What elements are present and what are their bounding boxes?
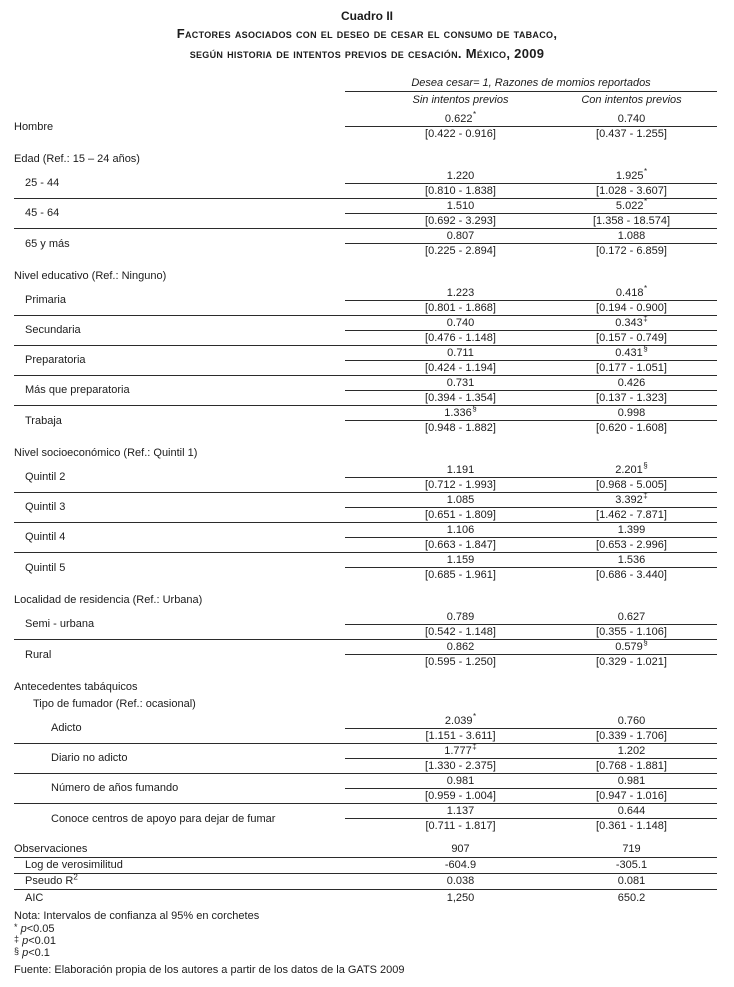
ci-line [345,655,717,670]
estimate-line [345,553,717,568]
row-values [345,346,717,375]
stat-label: AIC [25,891,44,904]
significance-mark: ‡ [643,491,648,501]
section-row: Nivel socioeconómico (Ref.: Quintil 1) [14,446,198,459]
ci-cell-con: [0.968 - 5.005] [596,479,667,491]
stat-value-con: 0.081 [617,875,646,887]
section-row: Tipo de fumador (Ref.: ocasional) [33,697,196,710]
row-values [345,610,717,639]
table-row [14,714,717,744]
estimate-cell-con: 3.392‡ [615,491,648,506]
row-values [345,286,717,315]
row-values [345,714,717,743]
ci-cell-sin: [0.651 - 1.809] [425,509,496,521]
ci-cell-con: [0.137 - 1.323] [596,392,667,404]
row-values [345,316,717,345]
estimate-cell-sin: 0.981 [446,774,475,787]
estimate-line [345,523,717,538]
table-row [14,463,717,493]
estimate-line [345,229,717,244]
table-title-line1: Factores asociados con el deseo de cesar el consumo de tabaco, [176,26,558,41]
row-values [345,229,717,259]
stat-values [345,892,717,904]
ci-cell-sin: [0.810 - 1.838] [425,185,496,197]
ci-cell-sin: [0.692 - 3.293] [425,215,496,227]
row-values [345,744,717,773]
marker-p: p [17,922,27,935]
ci-cell-sin: [0.959 - 1.004] [425,790,496,802]
ci-cell-sin: [0.712 - 1.993] [425,479,496,491]
ci-line [345,478,717,493]
ci-line [345,625,717,640]
marker-symbol: ‡ [14,933,20,944]
table-title-line2: según historia de intentos previos de cesación. México, 2009 [189,46,545,61]
estimate-line [345,199,717,214]
table-row [14,316,717,346]
marker-p: p [19,946,29,959]
stat-row [14,890,717,906]
stat-values [345,843,717,855]
ci-cell-sin: [0.225 - 2.894] [425,245,496,257]
ci-line [345,508,717,523]
ci-cell-sin: [0.595 - 1.250] [425,656,496,668]
column-header-con: Con intentos previos [581,93,682,106]
estimate-cell-sin: 1.336§ [444,404,477,419]
estimate-line [345,286,717,301]
table-row [14,610,717,640]
significance-mark: ‡ [643,314,648,324]
ci-cell-con: [0.329 - 1.021] [596,656,667,668]
row-label: Trabaja [25,414,62,427]
stat-label: Log de verosimilitud [25,859,123,871]
stat-value-con: -305.1 [615,859,648,871]
stat-value-con: 719 [622,843,641,855]
estimate-cell-con: 0.418* [615,284,648,299]
estimate-cell-sin: 0.807 [446,229,475,242]
source-text: Fuente: Elaboración propia de los autores a partir de los datos de la GATS 2009 [14,963,405,976]
ci-line [345,538,717,553]
ci-cell-con: [0.339 - 1.706] [596,730,667,742]
section-row: Antecedentes tabáquicos [14,680,138,693]
ci-line [345,214,717,229]
ci-line [345,568,717,583]
row-values [345,640,717,670]
model-stats [14,842,717,906]
significance-mark: * [472,712,477,722]
ci-cell-con: [0.194 - 0.900] [596,302,667,314]
table-row [14,406,717,436]
stat-row [14,842,717,858]
ci-cell-con: [1.358 - 18.574] [592,215,671,227]
significance-mark: * [643,197,648,207]
row-values [345,553,717,583]
row-label: Quintil 5 [25,561,66,574]
estimate-cell-sin: 1.220 [446,169,475,182]
estimate-cell-sin: 0.622* [444,110,477,125]
row-values [345,463,717,492]
ci-line [345,301,717,316]
row-label: 25 - 44 [25,177,60,189]
ci-cell-sin: [0.542 - 1.148] [425,626,496,638]
estimate-line [345,112,717,127]
row-label: 45 - 64 [25,207,60,219]
table-row [14,523,717,553]
table-row [14,286,717,316]
ci-line [345,789,717,804]
row-label: Hombre [14,120,54,133]
estimate-cell-con: 0.644 [617,804,646,817]
estimate-cell-con: 1.202 [617,744,646,757]
table-row [14,112,717,142]
row-values [345,804,717,834]
row-label: 65 y más [25,237,70,250]
table-row [14,376,717,406]
estimate-line [345,463,717,478]
note-text: Nota: Intervalos de confianza al 95% en corchetes [14,909,260,922]
significance-mark: § [643,638,648,648]
ci-cell-sin: [0.801 - 1.868] [425,302,496,314]
table-row [14,804,717,834]
row-label: Preparatoria [25,354,86,366]
ci-line [345,421,717,436]
ci-cell-sin: [1.330 - 2.375] [425,760,496,772]
ci-cell-con: [1.028 - 3.607] [596,185,667,197]
estimate-cell-con: 1.399 [617,523,646,536]
stat-value-sin: 907 [451,843,470,855]
estimate-cell-sin: 0.789 [446,610,475,623]
stat-value-con: 650.2 [617,891,646,904]
estimate-cell-con: 1.925* [615,167,648,182]
ci-cell-sin: [0.422 - 0.916] [425,128,496,140]
estimate-cell-con: 0.343‡ [615,314,648,329]
estimate-cell-con: 0.998 [617,406,646,419]
ci-line [345,729,717,744]
table-header [345,76,717,108]
row-label: Rural [25,648,52,661]
estimate-cell-sin: 0.711 [447,346,474,359]
estimate-line [345,376,717,391]
estimate-cell-con: 1.088 [617,229,646,242]
significance-marker: ‡ p<0.01 [14,933,57,947]
significance-mark: * [643,284,648,294]
stat-value-sin: 0.038 [446,875,475,887]
estimate-line [345,610,717,625]
estimate-cell-sin: 0.740 [446,316,475,329]
ci-cell-con: [0.768 - 1.881] [596,760,667,772]
table-row [14,553,717,583]
row-label: Quintil 2 [25,471,66,483]
ci-cell-con: [1.462 - 7.871] [596,509,667,521]
row-label: Quintil 3 [25,501,66,513]
estimate-cell-sin: 1.191 [446,463,475,476]
stat-label: Pseudo $R^2$ [25,872,78,887]
row-label: Primaria [25,294,66,306]
estimate-line [345,346,717,361]
table-row [14,774,717,804]
ci-cell-sin: [0.394 - 1.354] [425,392,496,404]
ci-cell-con: [0.947 - 1.016] [596,790,667,802]
table-row [14,640,717,670]
table-rows [14,108,717,834]
ci-cell-con: [0.361 - 1.148] [596,820,667,832]
table-row [14,169,717,199]
estimate-line [345,493,717,508]
estimate-cell-sin: 1.085 [446,493,475,506]
marker-p: p [19,934,29,947]
row-label: Número de años fumando [51,782,179,794]
ci-cell-con: [0.177 - 1.051] [596,362,667,374]
row-label: Secundaria [25,324,81,336]
estimate-cell-sin: 2.039* [444,712,477,727]
results-table [14,76,717,977]
ci-line [345,331,717,346]
column-header-sin: Sin intentos previos [412,93,509,106]
estimate-cell-sin: 1.510 [446,199,475,212]
ci-cell-sin: [0.711 - 1.817] [425,820,496,832]
ci-cell-con: [0.157 - 0.749] [596,332,667,344]
estimate-cell-sin: 1.223 [446,286,475,299]
ci-cell-con: [0.437 - 1.255] [596,128,667,140]
estimate-line [345,169,717,184]
estimate-line [345,406,717,421]
stat-row [14,874,717,890]
estimate-cell-con: 0.579§ [615,638,648,653]
estimate-cell-con: 0.740 [617,112,646,125]
table-title-block [0,9,734,64]
ci-line [345,244,717,259]
estimate-cell-con: 5.022* [615,197,648,212]
stat-label: Observaciones [14,843,88,855]
estimate-cell-con: 0.431§ [615,344,648,359]
ci-cell-sin: [1.151 - 3.611] [425,730,496,742]
section-row: Localidad de residencia (Ref.: Urbana) [14,593,203,606]
estimate-cell-con: 2.201§ [615,461,648,476]
row-label: Quintil 4 [25,531,66,543]
row-label: Conoce centros de apoyo para dejar de fumar [51,812,276,825]
table-row [14,346,717,376]
ci-cell-sin: [0.948 - 1.882] [425,422,496,434]
table-row [14,229,717,259]
stat-values [345,875,717,887]
table-number: Cuadro II [340,9,393,23]
row-values [345,523,717,552]
estimate-cell-sin: 1.777‡ [444,742,477,757]
section-row: Edad (Ref.: 15 – 24 años) [14,152,140,165]
ci-cell-con: [0.355 - 1.106] [596,626,667,638]
estimate-line [345,804,717,819]
ci-line [345,759,717,774]
table-row [14,199,717,229]
ci-line [345,361,717,376]
row-label: Más que preparatoria [25,384,130,396]
ci-cell-con: [0.172 - 6.859] [596,245,667,257]
row-values [345,199,717,228]
stat-values [345,859,717,871]
ci-cell-sin: [0.685 - 1.961] [425,569,496,581]
estimate-cell-sin: 0.862 [446,640,475,653]
stat-value-sin: 1,250 [446,891,475,904]
row-values [345,406,717,436]
estimate-line [345,714,717,729]
ci-cell-sin: [0.663 - 1.847] [425,539,496,551]
row-label: Diario no adicto [51,752,128,764]
significance-mark: § [643,344,648,354]
estimate-line [345,316,717,331]
estimate-cell-con: 0.760 [617,714,646,727]
estimate-line [345,774,717,789]
significance-mark: * [472,110,477,120]
ci-line [345,184,717,199]
column-headers [345,92,717,108]
ci-cell-con: [0.686 - 3.440] [596,569,667,581]
significance-marker: * p<0.05 [14,921,55,935]
significance-mark: § [472,404,477,414]
estimate-cell-con: 0.981 [617,774,646,787]
row-values [345,493,717,522]
table-row [14,493,717,523]
stat-value-sin: -604.9 [444,859,477,871]
ci-line [345,391,717,406]
significance-markers [14,923,717,959]
estimate-line [345,640,717,655]
significance-mark: ‡ [472,742,477,752]
table-notes [14,910,717,977]
ci-cell-con: [0.653 - 2.996] [596,539,667,551]
stat-row [14,858,717,874]
section-row: Nivel educativo (Ref.: Ninguno) [14,269,167,282]
significance-mark: * [643,167,648,177]
significance-marker: § p<0.1 [14,945,50,959]
ci-line [345,127,717,142]
row-values [345,774,717,803]
estimate-cell-sin: 1.106 [446,523,475,536]
marker-symbol: * [14,921,18,932]
estimate-line [345,744,717,759]
column-group-header: Desea cesar= 1, Razones de momios reportados [345,76,717,92]
significance-mark: § [643,461,648,471]
estimate-cell-sin: 0.731 [446,376,475,389]
marker-symbol: § [14,945,20,956]
estimate-cell-con: 0.426 [617,376,646,389]
row-values [345,112,717,142]
stat-label-superscript: 2 [73,872,78,882]
estimate-cell-sin: 1.137 [446,804,475,817]
row-values [345,376,717,405]
ci-cell-sin: [0.424 - 1.194] [425,362,496,374]
ci-cell-con: [0.620 - 1.608] [596,422,667,434]
ci-line [345,819,717,834]
estimate-cell-sin: 1.159 [446,553,475,566]
estimate-cell-con: 1.536 [617,553,646,566]
row-label: Adicto [51,722,82,734]
table-row [14,744,717,774]
row-label: Semi - urbana [25,618,95,630]
ci-cell-sin: [0.476 - 1.148] [425,332,496,344]
row-values [345,169,717,198]
estimate-cell-con: 0.627 [617,610,646,623]
